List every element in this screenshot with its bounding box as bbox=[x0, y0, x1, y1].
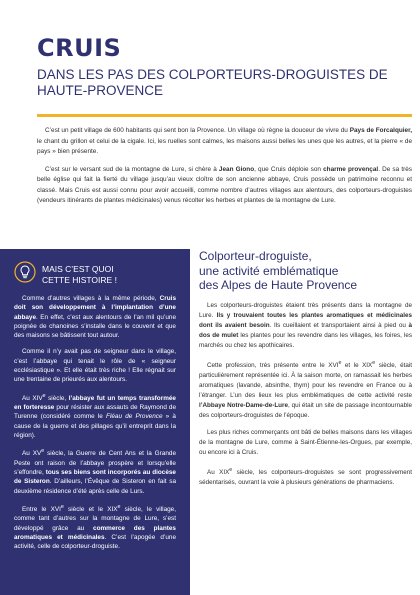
bulb-icon bbox=[14, 261, 36, 283]
sidebar-paragraph: Comme d’autres villages à la même période, Cruis doit son développement à l’implantation d’une abbaye. En effet, c’est aux alentours de l’an mil qu’une poignée de chanoines s’installe dans le couvent et que des maisons se bâtissent tout autour. bbox=[14, 295, 176, 340]
title-divider bbox=[37, 114, 412, 117]
page-title: CRUIS bbox=[37, 34, 122, 62]
sidebar-paragraph: Au XIVe siècle, l’abbaye fut un temps transformée en forteresse pour résister aux assauts de Raymond de Turenne (considéré comme le Fléau de Provence » à cause de la guerre et des pillages qu’il entreprit dans la région). bbox=[14, 392, 176, 439]
section-paragraph: Au XIXe siècle, les colporteurs-droguistes se sont progressivement sédentarisés, ouvrant la voie à plusieurs générations de pharmaciens. bbox=[199, 466, 413, 486]
sidebar-paragraph: Au XVe siècle, la Guerre de Cent Ans et la Grande Peste ont raison de l’abbaye prospère et lorsqu’elle s’effondre, tous ses biens sont incorporés au diocèse de Sisteron. D’ailleurs, l’Évêque de Sisteron en fait sa deuxième résidence d’été après celle de Lurs. bbox=[14, 448, 177, 495]
intro-paragraph: C’est un petit village de 600 habitants qui sent bon la Provence. Un village où règne la douceur de vivre du Pays de Forcalquier, le chant du grillon et celui de la cigale. Ici, les ruelles sont calmes, les maisons aussi belles les unes que les autres, et la pierre « de pays » bien présente. bbox=[37, 127, 412, 155]
sidebar-title: MAIS C’EST QUOI CETTE HISTOIRE ! bbox=[42, 264, 117, 285]
section-paragraph: Les plus riches commerçants ont bâti de belles maisons dans les villages de la montagne de Lure, comme à Saint-Étienne-les-Orgues, par exemple, ou encore ici à Cruis. bbox=[199, 428, 412, 456]
sidebar-paragraph: Comme il n’y avait pas de seigneur dans le village, c’est l’abbaye qui tenait le rôle de « seigneur ecclésiastique ». Et elle était très riche ! Elle régnait sur une trentaine de prieurés aux alentours. bbox=[14, 348, 176, 384]
page-subtitle: DANS LES PAS DES COLPORTEURS-DROGUISTES DE HAUTE-PROVENCE bbox=[37, 67, 388, 98]
sidebar-header bbox=[14, 261, 176, 286]
section-heading: Colporteur-droguiste, une activité emblématique des Alpes de Haute Provence bbox=[199, 249, 358, 292]
section-paragraph: Cette profession, très présente entre le XVIe et le XIXe siècle, était particulièrement représentée ici. À la saison morte, on ramassait les herbes aromatiques (lavande, absinthe, thym) pour les revendre en France ou à l’étranger. L’un des lieux les plus emblématiques de cette activité reste l’Abbaye Notre-Dame-de-Lure, qui était un site de passage incontournable des colporteurs-droguistes de l’époque. bbox=[199, 359, 412, 419]
history-sidebar bbox=[0, 249, 190, 595]
section-paragraph: Les colporteurs-droguistes étaient très présents dans la montagne de Lure. Ils y trouvaient toutes les plantes aromatiques et médicinales dont ils avaient besoin. Ils cueillaient et transportaient ainsi à pied ou à dos de mulet les plantes pour les revendre dans les villages, les foires, les marchés ou chez les apothicaires. bbox=[199, 301, 412, 349]
intro-paragraph: C’est sur le versant sud de la montagne de Lure, si chère à Jean Giono, que Cruis déploie son charme provençal. De sa très belle église qui fait la fierté du village jusqu’au vieux cloître de son ancienne abbaye, Cruis possède un patrimoine reconnu et classé. Mais Cruis est aussi connu pour avoir accueilli, comme nombre d’autres villages aux alentours, des colporteurs-droguistes (vendeurs itinérants de plantes médicinales) venus récolter les herbes et plantes de la montagne de Lure. bbox=[37, 165, 412, 204]
colporteur-section bbox=[199, 249, 412, 495]
sidebar-paragraph: Entre le XVIe siècle et le XIXe siècle, le village, comme tant d’autres sur la montagne de Lure, s’est développé grâce au commerce des plantes aromatiques et médicinales. C’est l’apogée d’une activité, celle de colporteur-droguiste. bbox=[14, 503, 177, 551]
intro-section bbox=[37, 126, 412, 214]
